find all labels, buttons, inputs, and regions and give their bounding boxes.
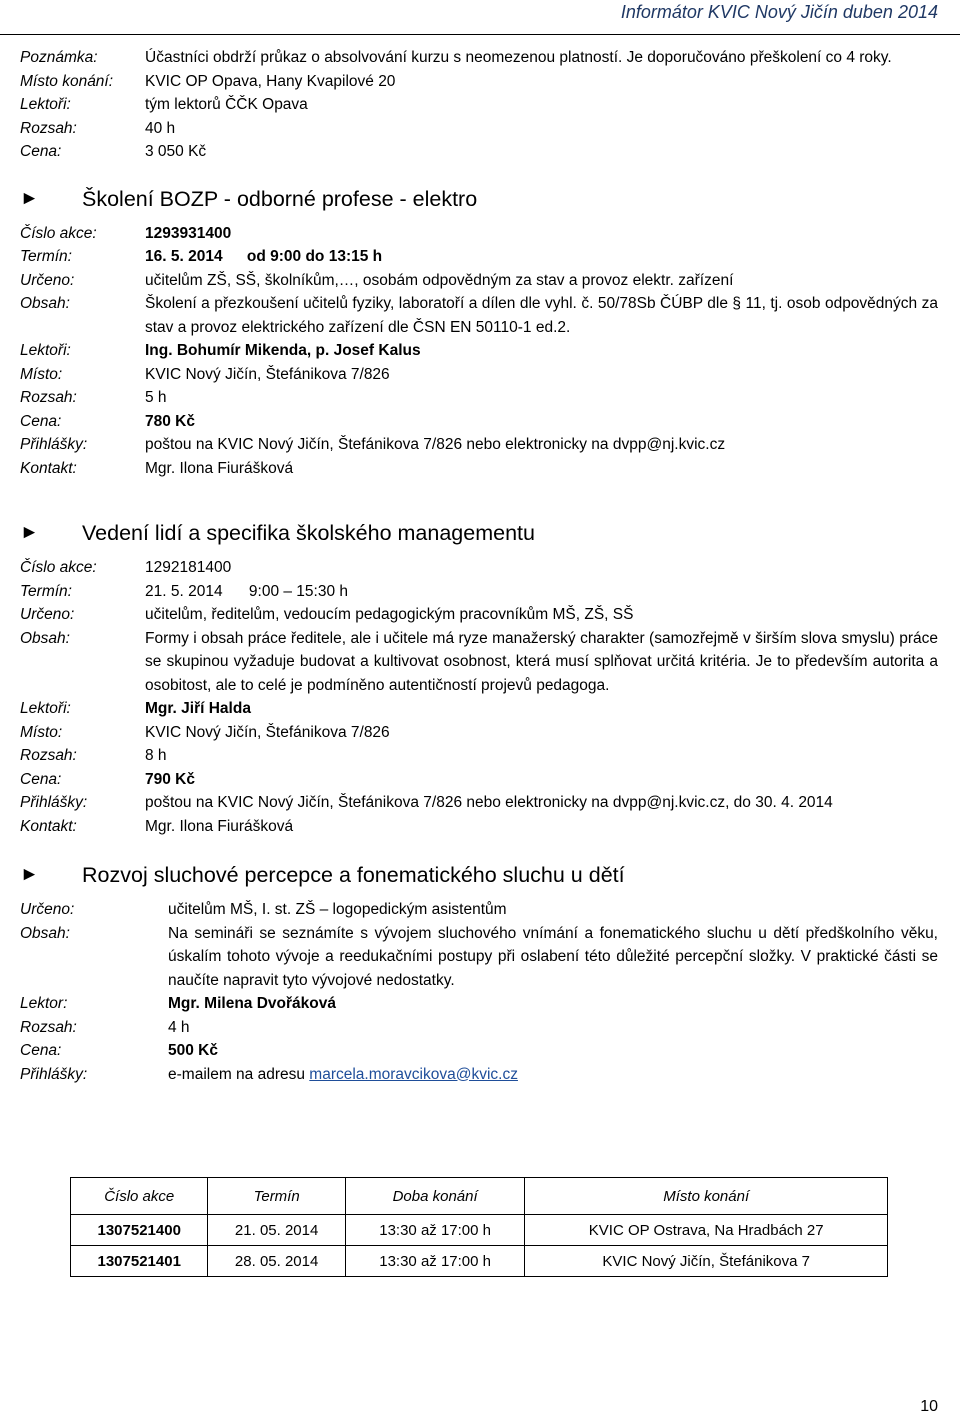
- intro-place-row: [20, 70, 938, 94]
- place-label: Místo:: [20, 365, 63, 383]
- scope-label: Rozsah:: [20, 389, 77, 406]
- contact-value: Mgr. Ilona Fiurášková: [145, 817, 294, 835]
- table-row: [71, 1246, 888, 1277]
- time-text: 9:00 – 15:30 h: [248, 582, 349, 600]
- code-label: Číslo akce:: [20, 559, 97, 576]
- s1-price-row: [20, 410, 938, 434]
- scope-label: Rozsah:: [20, 119, 77, 137]
- content-value: Školení a přezkoušení učitelů fyziky, laboratoří a dílen dle vyhl. č. 50/78Sb ČÚBP dle § 11, tj. osob odpovědných za stav a provoz elektrického zařízení dle ČSN EN 50110-1 ed.2.: [145, 295, 938, 336]
- s2-contact-row: [20, 815, 938, 839]
- price-value: 500 Kč: [168, 1042, 218, 1059]
- contact-label: Kontakt:: [20, 459, 77, 477]
- s1-content-row: [20, 292, 938, 339]
- intro-lecturers-row: [20, 93, 938, 117]
- cell-date: 28. 05. 2014: [208, 1246, 345, 1277]
- date-text: 21. 5. 2014: [145, 582, 223, 600]
- page-number: 10: [920, 1398, 938, 1415]
- lecturers-label: Lektoři:: [20, 700, 71, 717]
- place-value: KVIC Nový Jičín, Štefánikova 7/826: [145, 365, 390, 383]
- apply-value: poštou na KVIC Nový Jičín, Štefánikova 7/826 nebo elektronicky na dvpp@nj.kvic.cz, do 30. 4. 2014: [145, 794, 833, 811]
- date-value: [145, 245, 938, 269]
- header-place: Místo konání: [525, 1178, 888, 1215]
- time-text: od 9:00 do 13:15 h: [246, 248, 383, 265]
- s1-place-row: [20, 363, 938, 387]
- section-title-text: Vedení lidí a specifika školského managementu: [82, 521, 535, 545]
- cell-code: 1307521400: [71, 1215, 208, 1246]
- code-value: 1292181400: [145, 559, 232, 576]
- note-value: Účastníci obdrží průkaz o absolvování kurzu s neomezenou platností. Je doporučováno přeškolení co 4 roky.: [145, 49, 892, 66]
- s1-code-row: [20, 222, 938, 246]
- content-value: Formy i obsah práce ředitele, ale i učitele má ryze manažerský charakter (samozřejmě v širším slova smyslu) práce se skupinou vyžaduje budovat a kultivovat osobnost, která musí splňovat určitá kritéria. Je to především autorita a osobitost, ale to celé je podmíněno autentičností projevů pedagoga.: [145, 629, 938, 694]
- cell-place: KVIC Nový Jičín, Štefánikova 7: [525, 1246, 888, 1277]
- price-value: 790 Kč: [145, 770, 195, 788]
- apply-prefix: e-mailem na adresu: [168, 1065, 310, 1083]
- header-title: Informátor KVIC Nový Jičín duben 2014: [620, 2, 938, 22]
- price-label: Cena:: [20, 412, 62, 430]
- section-title-text: Rozvoj sluchové percepce a fonematického sluchu u dětí: [82, 863, 625, 887]
- date-label: Termín:: [20, 248, 72, 265]
- arrow-right-icon: ►: [20, 522, 39, 543]
- scope-label: Rozsah:: [20, 747, 77, 764]
- scope-value: 8 h: [145, 747, 167, 764]
- date-label: Termín:: [20, 582, 72, 600]
- lecturers-label: Lektoři:: [20, 342, 71, 359]
- for-label: Určeno:: [20, 606, 75, 623]
- apply-label: Přihlášky:: [20, 436, 88, 453]
- lecturer-label: Lektor:: [20, 995, 68, 1012]
- content-label: Obsah:: [20, 295, 70, 312]
- cell-date: 21. 05. 2014: [208, 1215, 345, 1246]
- content-label: Obsah:: [20, 924, 70, 942]
- price-label: Cena:: [20, 143, 62, 160]
- lecturers-value: Mgr. Jiří Halda: [145, 700, 251, 717]
- section-title-text: Školení BOZP - odborné profese - elektro: [82, 186, 478, 211]
- s1-apply-row: [20, 433, 938, 457]
- apply-value: poštou na KVIC Nový Jičín, Štefánikova 7/826 nebo elektronicky na dvpp@nj.kvic.cz: [145, 436, 726, 453]
- email-link[interactable]: marcela.moravcikova@kvic.cz: [309, 1065, 518, 1083]
- contact-label: Kontakt:: [20, 817, 77, 835]
- header-time: Doba konání: [345, 1178, 525, 1215]
- s1-date-row: [20, 245, 938, 269]
- header-date: Termín: [208, 1178, 345, 1215]
- note-label: Poznámka:: [20, 49, 98, 66]
- code-value: 1293931400: [145, 224, 232, 242]
- lecturers-label: Lektoři:: [20, 96, 71, 113]
- apply-label: Přihlášky:: [20, 1065, 88, 1083]
- table-header-row: [71, 1178, 888, 1215]
- intro-note-row: [20, 46, 938, 70]
- s2-price-row: [20, 768, 938, 792]
- intro-scope-row: [20, 117, 938, 141]
- dates-table: [70, 1177, 888, 1277]
- s1-lecturers-row: [20, 339, 938, 363]
- lecturers-value: Ing. Bohumír Mikenda, p. Josef Kalus: [145, 342, 421, 359]
- s3-scope-row: [20, 1016, 938, 1040]
- price-label: Cena:: [20, 1042, 62, 1059]
- arrow-right-icon: ►: [20, 864, 39, 885]
- content-value: Na semináři se seznámíte s vývojem sluchového vnímání a fonematického sluchu u dětí předškolního věku, úskalím tohoto vývoje a reedukačními postupy při oslabení této důležité percepční složky. V praktické části se naučíte napravit tyto vývojové nedostatky.: [168, 924, 938, 989]
- place-value: KVIC Nový Jičín, Štefánikova 7/826: [145, 723, 390, 741]
- price-value: 3 050 Kč: [145, 143, 207, 160]
- intro-price-row: [20, 140, 938, 164]
- s3-for-row: [20, 898, 938, 922]
- scope-value: 40 h: [145, 119, 176, 137]
- section-title-bozp: [20, 184, 938, 214]
- s2-scope-row: [20, 744, 938, 768]
- s3-lecturer-row: [20, 992, 938, 1016]
- scope-value: 4 h: [168, 1018, 190, 1036]
- arrow-right-icon: ►: [20, 187, 39, 209]
- section-title-hearing: [20, 860, 938, 890]
- s1-scope-row: [20, 386, 938, 410]
- place-label: Místo konání:: [20, 72, 114, 90]
- for-label: Určeno:: [20, 271, 75, 289]
- place-label: Místo:: [20, 723, 63, 741]
- lecturer-value: Mgr. Milena Dvořáková: [168, 995, 336, 1012]
- lecturers-value: tým lektorů ČČK Opava: [145, 96, 308, 113]
- content-label: Obsah:: [20, 629, 70, 647]
- for-value: učitelům ZŠ, SŠ, školníkům,…, osobám odpovědným za stav a provoz elektr. zařízení: [145, 271, 734, 289]
- s3-price-row: [20, 1039, 938, 1063]
- cell-code: 1307521401: [71, 1246, 208, 1277]
- s2-content-row: [20, 627, 938, 698]
- price-label: Cena:: [20, 770, 62, 788]
- for-value: učitelům MŠ, I. st. ZŠ – logopedickým asistentům: [168, 901, 507, 918]
- page-header: [0, 0, 960, 35]
- s1-for-row: [20, 269, 938, 293]
- cell-time: 13:30 až 17:00 h: [345, 1246, 525, 1277]
- place-value: KVIC OP Opava, Hany Kvapilové 20: [145, 72, 396, 90]
- scope-label: Rozsah:: [20, 1018, 77, 1036]
- apply-value: [168, 1063, 938, 1087]
- contact-value: Mgr. Ilona Fiurášková: [145, 459, 294, 477]
- date-value: [145, 580, 938, 604]
- for-label: Určeno:: [20, 901, 75, 918]
- date-text: 16. 5. 2014: [145, 248, 223, 265]
- s3-content-row: [20, 922, 938, 993]
- code-label: Číslo akce:: [20, 224, 97, 242]
- s2-for-row: [20, 603, 938, 627]
- price-value: 780 Kč: [145, 412, 195, 430]
- table-row: [71, 1215, 888, 1246]
- header-code: Číslo akce: [71, 1178, 208, 1215]
- s2-place-row: [20, 721, 938, 745]
- scope-value: 5 h: [145, 389, 167, 406]
- section-title-management: [20, 518, 938, 548]
- s3-apply-row: [20, 1063, 938, 1087]
- for-value: učitelům, ředitelům, vedoucím pedagogickým pracovníkům MŠ, ZŠ, SŠ: [145, 606, 634, 623]
- s2-code-row: [20, 556, 938, 580]
- s2-apply-row: [20, 791, 938, 815]
- s2-date-row: [20, 580, 938, 604]
- s2-lecturers-row: [20, 697, 938, 721]
- cell-time: 13:30 až 17:00 h: [345, 1215, 525, 1246]
- cell-place: KVIC OP Ostrava, Na Hradbách 27: [525, 1215, 888, 1246]
- document-body: [20, 46, 938, 1086]
- s1-contact-row: [20, 457, 938, 481]
- apply-label: Přihlášky:: [20, 794, 88, 811]
